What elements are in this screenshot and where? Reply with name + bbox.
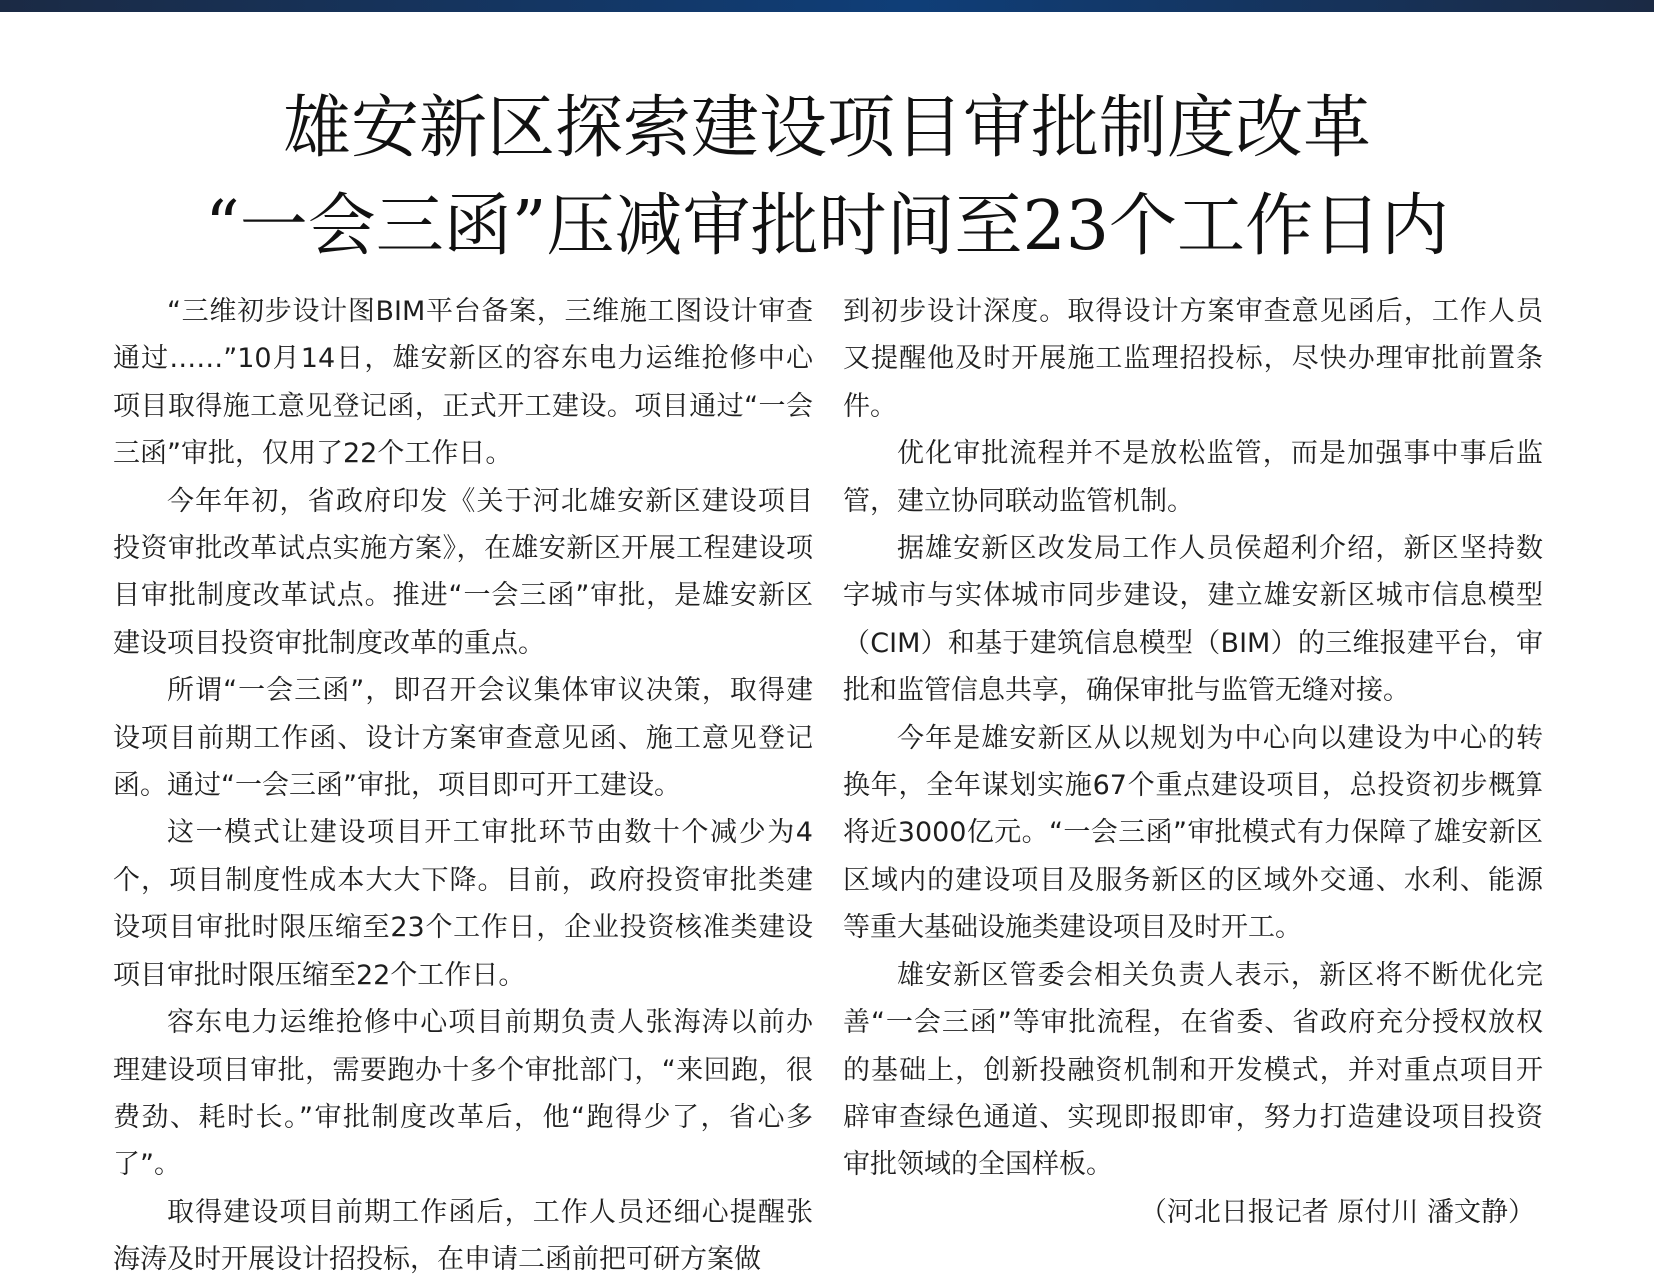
paragraph: 今年是雄安新区从以规划为中心向以建设为中心的转换年，全年谋划实施67个重点建设项目，总投资初步概算将近3000亿元。“一会三函”审批模式有力保障了雄安新区区域内的建设项目及服务新区的区域外交通、水利、能源等重大基础设施类建设项目及时开工。 (843, 722, 1543, 944)
paragraph: 取得建设项目前期工作函后，工作人员还细心提醒张海涛及时开展设计招投标，在申请二函前把可研方案做 (113, 1196, 813, 1276)
paragraph: 这一模式让建设项目开工审批环节由数十个减少为4个，项目制度性成本大大下降。目前，政府投资审批类建设项目审批时限压缩至23个工作日，企业投资核准类建设项目审批时限压缩至22个工作日。 (113, 817, 813, 991)
byline: （河北日报记者 原付川 潘文静） (1139, 1196, 1535, 1228)
paragraph: 今年年初，省政府印发《关于河北雄安新区建设项目投资审批改革试点实施方案》，在雄安新区开展工程建设项目审批制度改革试点。推进“一会三函”审批，是雄安新区建设项目投资审批制度改革的重点。 (113, 485, 813, 659)
headline-line-1: 雄安新区探索建设项目审批制度改革 (282, 89, 1371, 168)
paragraph: 雄安新区管委会相关负责人表示，新区将不断优化完善“一会三函”等审批流程，在省委、省政府充分授权放权的基础上，创新投融资机制和开发模式，并对重点项目开辟审查绿色通道、实现即报即审，努力打造建设项目投资审批领域的全国样板。 (843, 959, 1543, 1181)
article-column-right (843, 288, 1543, 1236)
paragraph: 所谓“一会三函”，即召开会议集体审议决策，取得建设项目前期工作函、设计方案审查意见函、施工意见登记函。通过“一会三函”审批，项目即可开工建设。 (113, 675, 813, 802)
paragraph: 优化审批流程并不是放松监管，而是加强事中事后监管，建立协同联动监管机制。 (843, 438, 1543, 517)
top-decorative-bar (0, 0, 1654, 12)
paragraph: 容东电力运维抢修中心项目前期负责人张海涛以前办理建设项目审批，需要跑办十多个审批部门，“来回跑，很费劲、耗时长。”审批制度改革后，他“跑得少了，省心多了”。 (113, 1007, 813, 1181)
article-column-left (113, 288, 813, 1284)
paragraph-continued: 到初步设计深度。取得设计方案审查意见函后，工作人员又提醒他及时开展施工监理招投标，尽快办理审批前置条件。 (843, 296, 1543, 422)
paragraph: “三维初步设计图BIM平台备案，三维施工图设计审查通过……”10月14日，雄安新区的容东电力运维抢修中心项目取得施工意见登记函，正式开工建设。项目通过“一会三函”审批，仅用了22个工作日。 (113, 296, 813, 470)
headline-line-2: “一会三函”压减审批时间至23个工作日内 (204, 187, 1450, 266)
paragraph: 据雄安新区改发局工作人员侯超利介绍，新区坚持数字城市与实体城市同步建设，建立雄安新区城市信息模型（CIM）和基于建筑信息模型（BIM）的三维报建平台，审批和监管信息共享，确保审批与监管无缝对接。 (843, 533, 1543, 707)
